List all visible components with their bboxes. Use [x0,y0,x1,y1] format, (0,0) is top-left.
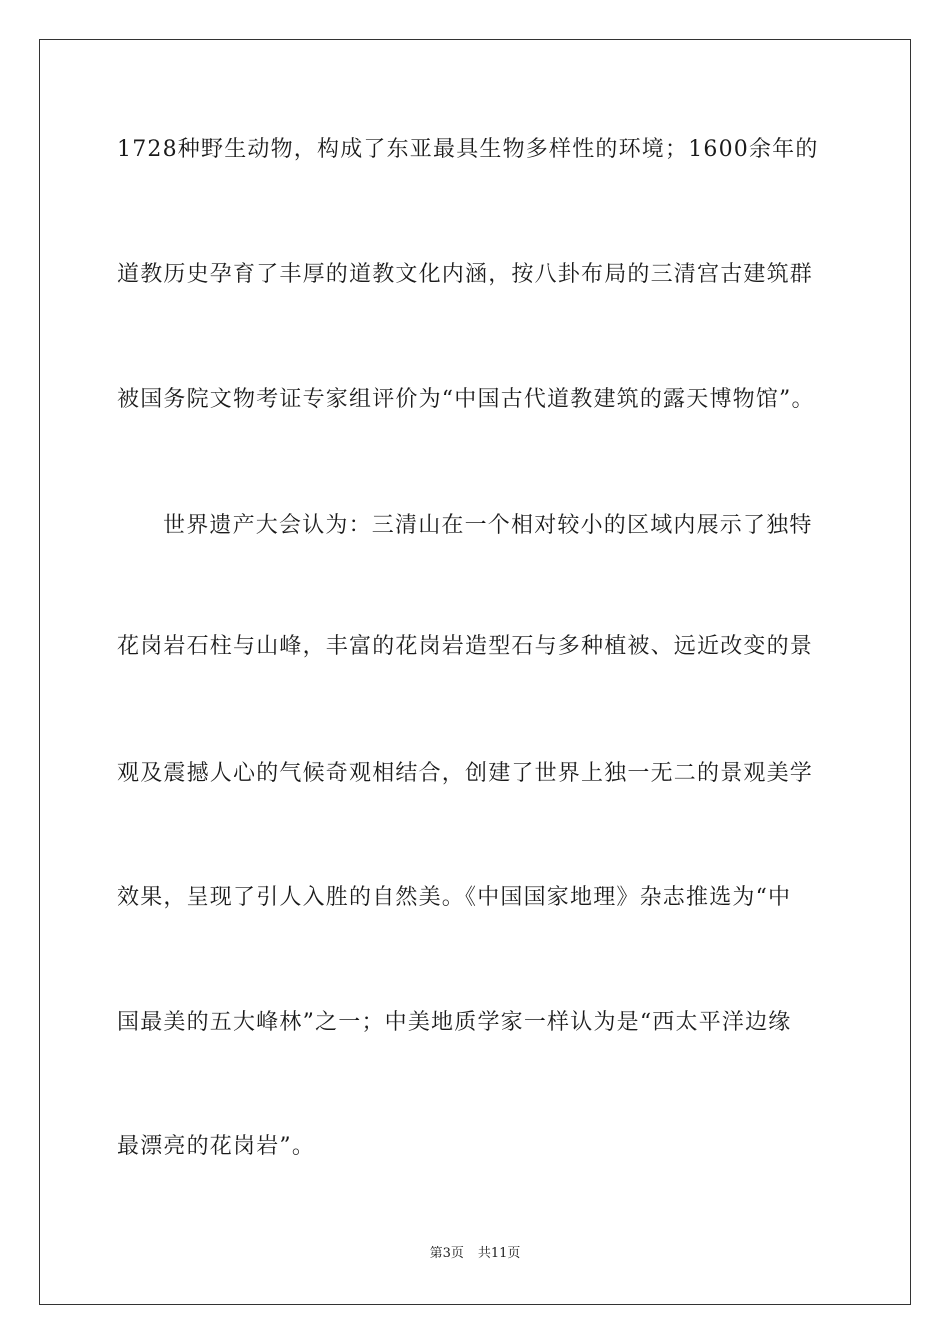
page-total: 共11页 [477,1246,521,1261]
page-number: 第3页 [429,1246,464,1261]
text-line-9: 最漂亮的花岗岩”。 [117,1134,316,1159]
text-line-7: 效果，呈现了引人入胜的自然美。《中国国家地理》杂志推选为“中 [117,885,792,910]
text-line-2: 道教历史孕育了丰厚的道教文化内涵，按八卦布局的三清宫古建筑群 [117,262,814,287]
text-line-3: 被国务院文物考证专家组评价为“中国古代道教建筑的露天博物馆”。 [117,387,815,412]
page-frame [39,39,911,1305]
page-footer [0,1245,950,1263]
text-line-8: 国最美的五大峰林”之一；中美地质学家一样认为是“西太平洋边缘 [117,1010,792,1035]
text-line-6: 观及震撼人心的气候奇观相结合，创建了世界上独一无二的景观美学 [117,761,814,786]
text-line-1: 1728种野生动物，构成了东亚最具生物多样性的环境；1600余年的 [117,137,819,162]
paragraph-start-line: 世界遗产大会认为：三清山在一个相对较小的区域内展示了独特 [163,513,813,538]
text-line-5: 花岗岩石柱与山峰，丰富的花岗岩造型石与多种植被、远近改变的景 [117,634,814,659]
